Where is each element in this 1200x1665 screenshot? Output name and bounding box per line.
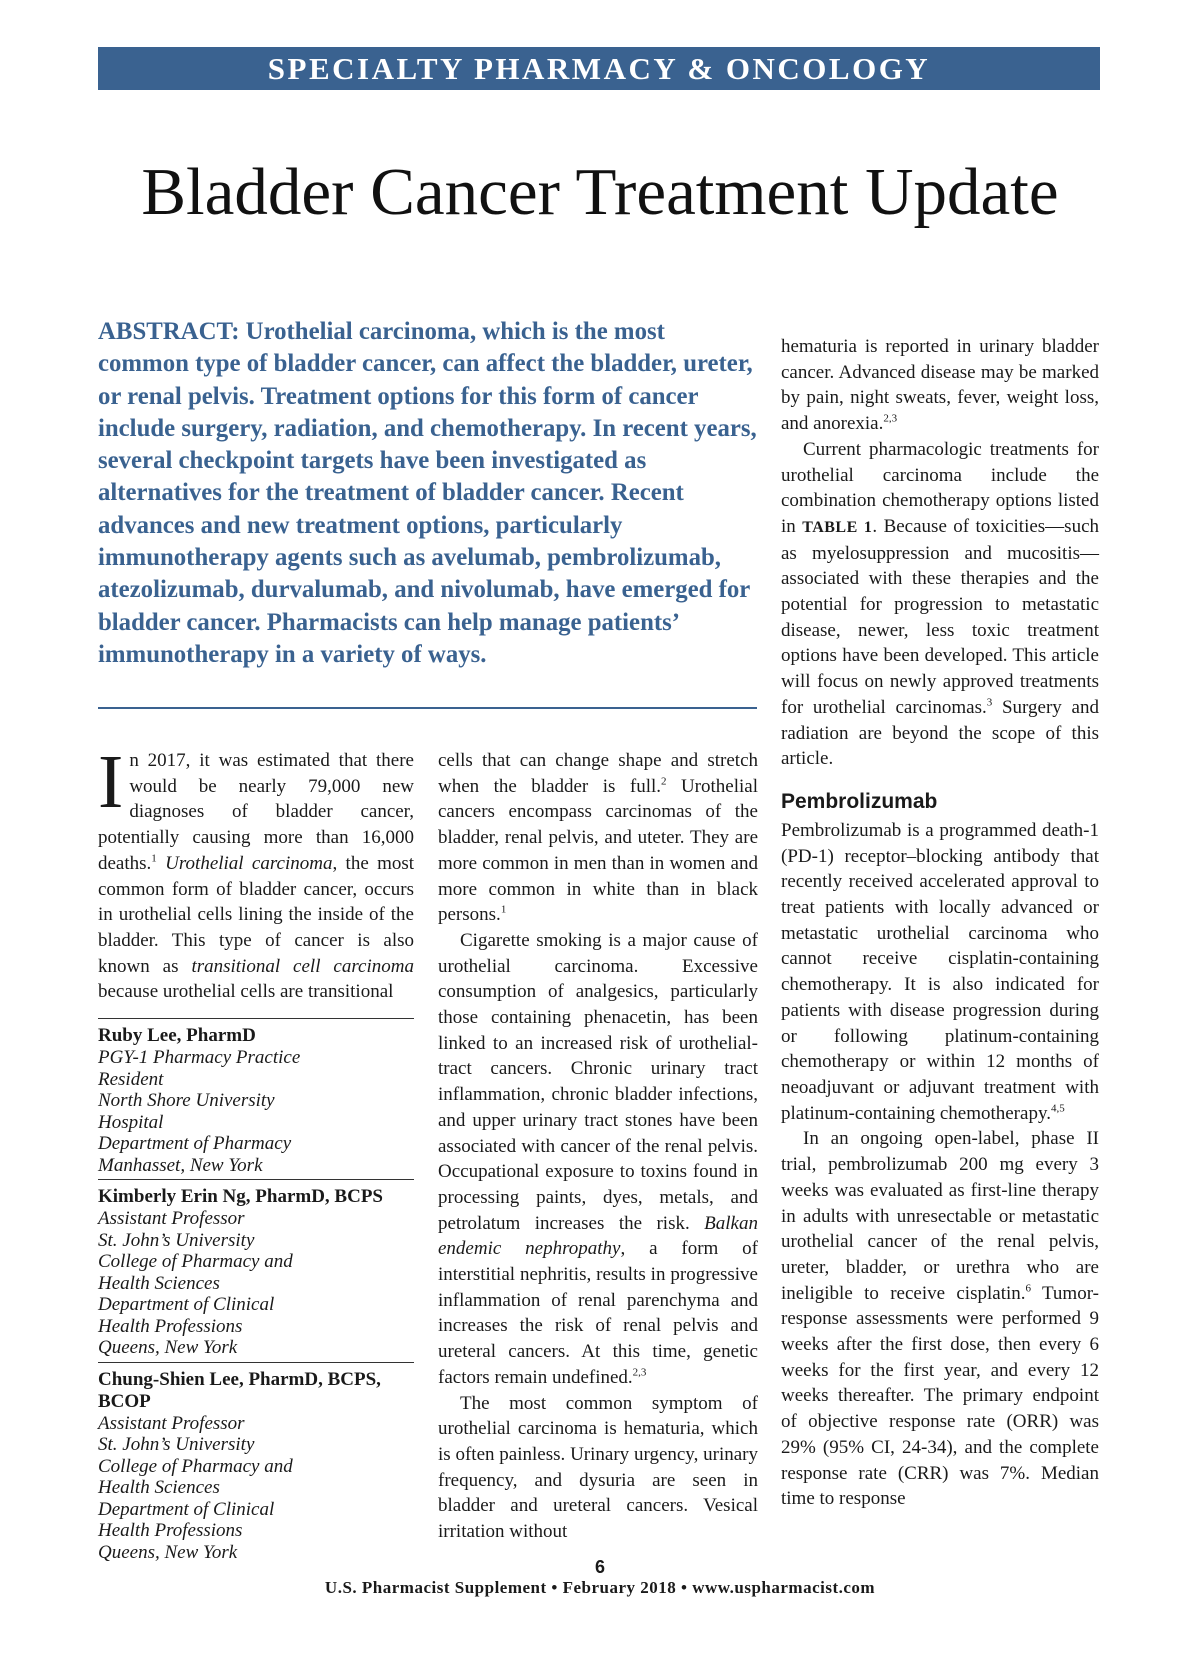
author-name: Ruby Lee, PharmD — [98, 1025, 256, 1046]
paragraph: hematuria is reported in urinary bladder cancer. Advanced disease may be marked by pain, night sweats, fever, weight loss, and anorexia.$^{2,3}$ — [781, 336, 1099, 435]
paragraph: Current pharmacologic treatments for urothelial carcinoma include the combination chemotherapy options listed in TABLE 1. Because of toxicities—such as myelosuppression and mucositis—associated with these therapies and the potential for progression to metastatic disease, newer, less toxic treatment options have been developed. This article will focus on newly approved treatments for urothelial carcinomas.$^3$ Surgery and radiation are beyond the scope of this article. — [781, 438, 1100, 770]
page-footer: U.S. Pharmacist Supplement • February 2018 • www.uspharmacist.com — [324, 1578, 876, 1597]
paragraph: In an ongoing open-label, phase II trial, pembrolizumab 200 mg every 3 weeks was evaluated as first-line therapy in adults with unresectable or metastatic urothelial cancer of the renal pelvis, ureter, bladder, or urethra who are ineligible to receive cisplatin.$^6$ Tumor-response assessments were performed 9 weeks after the first dose, then every 6 weeks for the first year, and every 12 weeks thereafter. The primary endpoint of objective response rate (ORR) was 29% (95% CI, 24-34), and the complete response rate (CRR) was 7%. Median time to response — [781, 1128, 1099, 1510]
page-number: 6 — [594, 1557, 605, 1577]
abstract: ABSTRACT: Urothelial carcinoma, which is the most common type of bladder cancer, can affect the bladder, ureter, or renal pelvis. Treatment options for this form of cancer include surgery, radiation, and chemotherapy. In recent years, several checkpoint targets have been investigated as alternatives for the treatment of bladder cancer. Recent advances and new treatment options, particularly immunotherapy agents such as avelumab, pembrolizumab, atezolizumab, durvalumab, and nivolumab, have emerged for bladder cancer. Pharmacists can help manage patients’ immunotherapy in a variety of ways. — [98, 318, 757, 668]
abstract-divider — [98, 707, 757, 709]
drop-cap: I — [98, 740, 124, 824]
author-name: Chung-Shien Lee, PharmD, BCPS, BCOP — [98, 1368, 381, 1412]
author-entry: Ruby Lee, PharmD PGY-1 Pharmacy Practice Resident North Shore University Hospital Department of Pharmacy Manhasset, New York — [98, 1018, 414, 1179]
author-entry: Chung-Shien Lee, PharmD, BCPS, BCOP Assistant Professor St. John’s University College of Pharmacy and Health Sciences Department of Clinical Health Professions Queens, New York — [98, 1362, 414, 1567]
body-column-2 — [438, 748, 758, 1545]
section-banner: SPECIALTY PHARMACY & ONCOLOGY — [98, 47, 1100, 90]
intro-paragraph: In 2017, it was estimated that there would be nearly 79,000 new diagnoses of bladder cancer, potentially causing more than 16,000 deaths.$^1$ Urothelial carcinoma, the most common form of bladder cancer, occurs in urothelial cells lining the inside of the bladder. This type of cancer is also known as transitional cell carcinoma because urothelial cells are transitional — [98, 740, 415, 1003]
paragraph: The most common symptom of urothelial carcinoma is hematuria, which is often painless. Urinary urgency, urinary frequency, and dysuria are seen in bladder and ureteral cancers. Vesical irritation without — [438, 1392, 758, 1543]
author-name: Kimberly Erin Ng, PharmD, BCPS — [98, 1186, 383, 1207]
author-entry: Kimberly Erin Ng, PharmD, BCPS Assistant Professor St. John’s University College of Pharmacy and Health Sciences Department of Clinical Health Professions Queens, New York — [98, 1179, 414, 1362]
section-heading: Pembrolizumab — [781, 789, 938, 813]
article-title: Bladder Cancer Treatment Update — [141, 155, 1059, 229]
body-column-1 — [98, 740, 415, 1005]
table-reference: TABLE 1 — [802, 518, 873, 536]
paragraph: Pembrolizumab is a programmed death-1 (PD-1) receptor–blocking antibody that recently received accelerated approval to treat patients with locally advanced or metastatic urothelial carcinoma who cannot receive cisplatin-containing chemotherapy. It is also indicated for patients with disease progression during or following platinum-containing chemotherapy or within 12 months of neoadjuvant or adjuvant treatment with platinum-containing chemotherapy.$^{4,5}$ — [781, 819, 1099, 1124]
author-block — [98, 1018, 414, 1566]
paragraph: cells that can change shape and stretch when the bladder is full.$^2$ Urothelial cancers encompass carcinomas of the bladder, renal pelvis, and uteter. They are more common in men than in women and more common in white than in black persons.$^1$ — [438, 750, 758, 926]
paragraph: Cigarette smoking is a major cause of urothelial carcinoma. Excessive consumption of analgesics, particularly those containing phenacetin, has been linked to an increased risk of urothelial-tract cancers. Chronic urinary tract inflammation, chronic bladder infections, and upper urinary tract stones have been associated with cancer of the renal pelvis. Occupational exposure to toxins found in processing paints, dyes, metals, and petrolatum increases the risk. Balkan endemic nephropathy, a form of interstitial nephritis, results in progressive inflammation of renal parenchyma and increases the risk of renal pelvis and ureteral cancers. At this time, genetic factors remain undefined.$^{2,3}$ — [438, 929, 758, 1388]
body-column-3 — [781, 334, 1099, 1512]
